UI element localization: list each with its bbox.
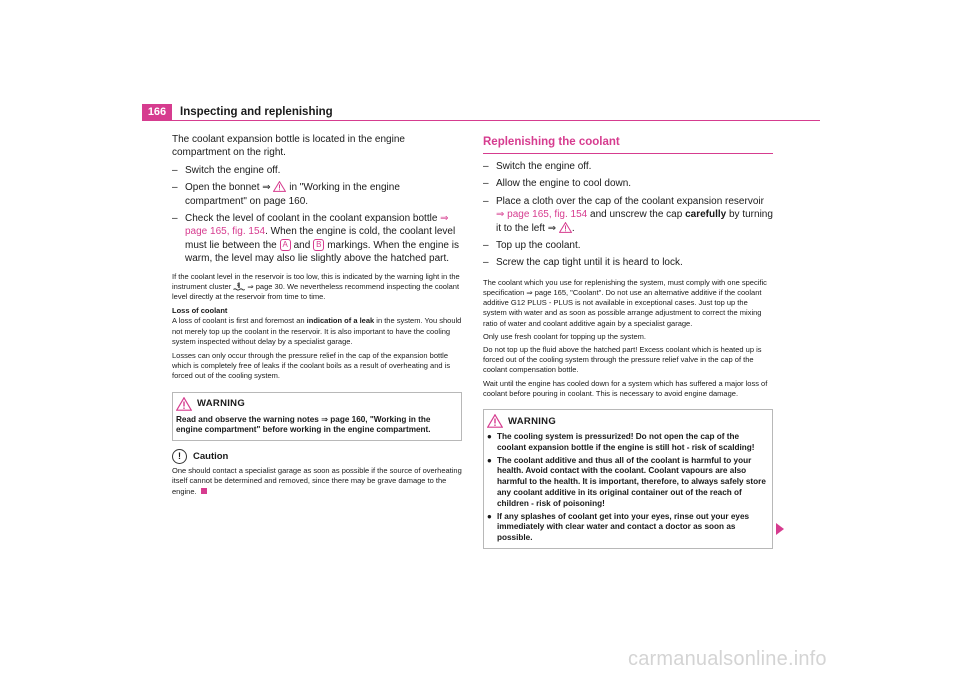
step-screw-cap: – Screw the cap tight until it is heard to lock. xyxy=(483,257,683,269)
page-link[interactable]: ⇒ page 165, fig. 154 xyxy=(496,209,588,221)
step-open-bonnet: – Open the bonnet ⇒ in "Working in the engine compartment" on page 160. xyxy=(172,182,400,207)
warning-item: ● The coolant additive and thus all of the coolant is harmful to your health. Avoid contact with the coolant. Coolant vapours are also harmful to the health. It is important, therefore, to always safely store any coolant additive in its original container out of the reach of children - risk of poisoning! xyxy=(487,455,766,508)
warning-triangle-icon xyxy=(559,222,572,233)
right-column xyxy=(483,135,773,549)
paragraph-hatched-part: Do not top up the fluid above the hatched part! Excess coolant which is heated up is forced out of the cooling system through the pressure relief valve in the cap of the coolant compensation bottle. xyxy=(483,345,762,375)
intro-text: The coolant expansion bottle is located in the engine compartment on the right. xyxy=(172,134,405,159)
paragraph-coolant-spec: The coolant which you use for replenishing the system, must comply with one specific specification ⇒ page 165, "Coolant". Do not use an alternative additive if the coolant additive G12 PLUS - PLUS is not available in exceptional cases. Just top up the system with water and as soon as possible arrange adjustment to correct the mixing ratio of water and coolant additive again by a specialist garage. xyxy=(483,277,767,328)
paragraph-leak: A loss of coolant is first and foremost an indication of a leak in the system. You should not merely top up the coolant in the reservoir. It is also important to have the cooling system inspected without delay by a specialist garage. xyxy=(172,316,462,346)
step-place-cloth: – Place a cloth over the cap of the coolant expansion reservoir ⇒ page 165, fig. 154 and unscrew the cap carefully by turning it to the left ⇒ . xyxy=(483,195,773,234)
paragraph-cool-down: Wait until the engine has cooled down for a system which has suffered a major loss of coolant before pouring in coolant. This is necessary to avoid engine damage. xyxy=(483,378,768,398)
step-cool-down: – Allow the engine to cool down. xyxy=(483,178,632,190)
section-rule xyxy=(483,153,773,154)
warning-triangle-icon xyxy=(487,414,503,428)
paragraph-warning-light: If the coolant level in the reservoir is too low, this is indicated by the warning light in the instrument cluster ⇒ page 30. We nevertheless recommend inspecting the coolant level directly at the reservoir from time to time. xyxy=(172,271,460,302)
step-check-level: – Check the level of coolant in the coolant expansion bottle ⇒ page 165, fig. 154. When the engine is cold, the coolant level must lie between the A and B markings. When the engine is warm, the level may also lie slightly above the hatched part. xyxy=(172,213,459,265)
watermark: carmanualsonline.info xyxy=(628,648,827,670)
paragraph-fresh-coolant: Only use fresh coolant for topping up the system. xyxy=(483,331,647,341)
header-rule xyxy=(142,120,820,121)
section-title: Replenishing the coolant xyxy=(483,136,620,148)
caution-icon: ! xyxy=(172,449,187,464)
left-column xyxy=(172,133,462,497)
warning-box-right xyxy=(483,409,773,549)
step-top-up: – Top up the coolant. xyxy=(483,240,581,252)
page-number: 166 xyxy=(142,104,172,121)
warning-title: WARNING xyxy=(508,415,557,427)
step-switch-off: – Switch the engine off. xyxy=(172,164,281,176)
paragraph-pressure-relief: Losses can only occur through the pressure relief in the cap of the expansion bottle which is completely free of leaks if the coolant boils as a result of overheating and is forced out of the cooling system. xyxy=(172,351,451,381)
callout-b: B xyxy=(313,239,324,251)
warning-item: ● If any splashes of coolant get into your eyes, rinse out your eyes immediately with clear water and contact a doctor as soon as possible. xyxy=(487,511,750,543)
caution-title: Caution xyxy=(193,451,229,463)
page-link[interactable]: ⇒ page 165, fig. 154 xyxy=(185,213,449,238)
end-of-section-icon xyxy=(201,488,207,494)
warning-item: ● The cooling system is pressurized! Do not open the cap of the coolant expansion bottle if the engine is still hot - risk of scalding! xyxy=(487,432,755,452)
warning-title: WARNING xyxy=(197,398,246,410)
step-switch-off: – Switch the engine off. xyxy=(483,161,592,172)
loss-heading: Loss of coolant xyxy=(172,306,228,316)
callout-a: A xyxy=(280,239,291,251)
warning-triangle-icon xyxy=(176,397,192,411)
warning-box-left xyxy=(172,392,462,442)
caution-text: One should contact a specialist garage as soon as possible if the source of overheating itself cannot be determined and removed, since there may be grave damage to the engine. xyxy=(172,466,462,496)
warning-triangle-icon xyxy=(273,181,286,192)
chapter-title: Inspecting and replenishing xyxy=(180,106,333,118)
warning-text: Read and observe the warning notes ⇒ page 160, "Working in the engine compartment" before working in the engine compartment. xyxy=(176,414,431,435)
coolant-warning-light-icon xyxy=(233,282,245,291)
next-page-arrow-icon[interactable] xyxy=(776,523,784,535)
